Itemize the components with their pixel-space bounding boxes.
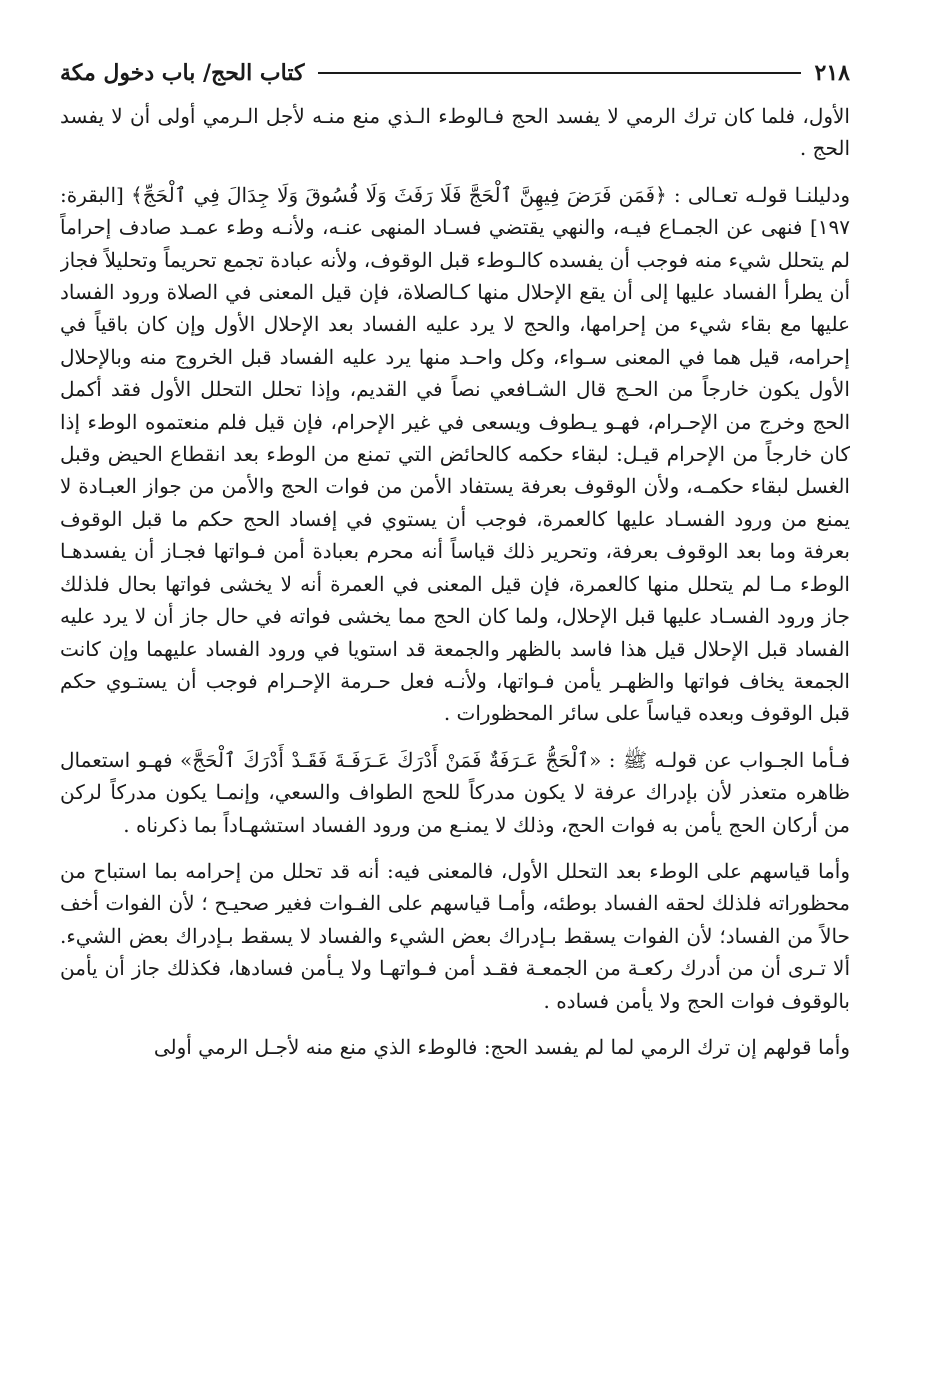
book-page (60, 50, 850, 1350)
paragraph: ودليلنـا قولـه تعـالى : ﴿فَمَن فَرَضَ فِيهِنَّ ٱلْحَجَّ فَلَا رَفَثَ وَلَا فُسُوقَ وَلَا جِدَالَ فِي ٱلْحَجِّ﴾ [البقرة: ١٩٧] فنهى عن الجمـاع فيـه، والنهي يقتضي فسـاد المنهى عنـه، ولأنـه وطء عمـد صادف إحراماً لم يتحلل شيء منه فوجب أن يفسده كالـوطء قبل الوقوف، ولأنه عبادة تجمع تحريماً وتحليلاً فجاز أن يطرأ الفساد عليها إلى أن يقع الإحلال منها كـالصلاة، فإن قيل المعنى في الصلاة ورود الفساد عليها مع بقاء شيء من إحرامها، والحج لا يرد عليه الفساد بعد الإحلال الأول وإن كان باقياً في إحرامه، قيل هما في المعنى سـواء، وكل واحـد منها يرد عليه الفساد قبل الخروج منه وبالإحلال الأول يكون خارجاً من الحـج قال الشـافعي نصاً في القديم، وإذا تحلل التحلل الأول فقد أكمل الحج وخرج من الإحـرام، فهـو يـطوف ويسعى في غير الإحرام، فإن قيل فلم منعتموه الوطء إذا كان خارجاً من الإحرام قيـل: لبقاء حكمه كالحائض التي تمنع من الوطء بعد انقطاع الحيض وقبل الغسل لبقاء حكمـه، ولأن الوقوف بعرفة يستفاد الأمن من فوات الحج والأمن من جواز العبـادة لا يمنع من ورود الفسـاد عليها كالعمرة، فوجب أن يستوي في إفساد الحج حكم ما قبل الوقوف بعرفة وما بعد الوقوف بعرفة، وتحرير ذلك قياساً أنه محرم بعبادة أمن فـواتها فجـاز أن يفسدهـا الوطء مـا لم يتحلل منها كالعمرة، فإن قيل المعنى في العمرة أنه لا يخشى فواتها بحال فلذلك جاز ورود الفسـاد عليها قبل الإحلال، ولما كان الحج مما يخشى فواته في حال جاز أن لا يرد عليه الفساد قبل الإحلال قيل هذا فاسد بالظهر والجمعة قد استويا في ورود الفساد عليهما وإن كانت الجمعة يخاف فواتها والظهـر يأمن فـواتها، ولأنـه فعل حـرمة الإحـرام فوجب أن يستـوي حكم قبل الوقوف وبعده قياساً على سائر المحظورات . (60, 182, 850, 726)
page-number: ٢١٨ (814, 60, 850, 86)
paragraph: وأما قولهم إن ترك الرمي لما لم يفسد الحج: فالوطء الذي منع منه لأجـل الرمي أولى (153, 1034, 850, 1059)
header-rule (318, 72, 800, 74)
paragraph: الأول، فلما كان ترك الرمي لا يفسد الحج فـالوطء الـذي منع منـه لأجل الـرمي أولى أن لا يفسد الحج . (60, 104, 850, 161)
paragraph: وأما قياسهم على الوطء بعد التحلل الأول، فالمعنى فيه: أنه قد تحلل من إحرامه بما استباح من محظوراته فلذلك لحقه الفساد بوطئه، وأمـا قياسهم على الفـوات فغير صحيـح ؛ لأن الفوات أخف حالاً من الفساد؛ لأن الفوات يسقط بـإدراك بعض الشيء والفساد لا يسقط بـإدراك بعض الشيء. ألا تـرى أن من أدرك ركعـة من الجمعـة فقـد أمن فـواتهـا ولا يـأمن فسادها، فكذلك جاز أن يأمن بالوقوف فوات الحج ولا يأمن فساده . (60, 858, 850, 1013)
running-header (60, 50, 850, 96)
chapter-title: كتاب الحج/ باب دخول مكة (60, 60, 305, 86)
paragraph: فـأما الجـواب عن قولـه ﷺ : «ٱلْحَجُّ عَـرَفَةٌ فَمَنْ أَدْرَكَ عَـرَفَـةَ فَقَـدْ أَدْرَكَ ٱلْحَجَّ» فهـو استعمال ظاهره متعذر لأن بإدراك عرفة لا يكون مدركاً للحج الطواف والسعي، وإنمـا يكون مدركاً لركن من أركان الحج يأمن به فوات الحج، وذلك لا يمنـع من ورود الفساد استشهـاداً بما ذكرناه . (60, 747, 850, 837)
